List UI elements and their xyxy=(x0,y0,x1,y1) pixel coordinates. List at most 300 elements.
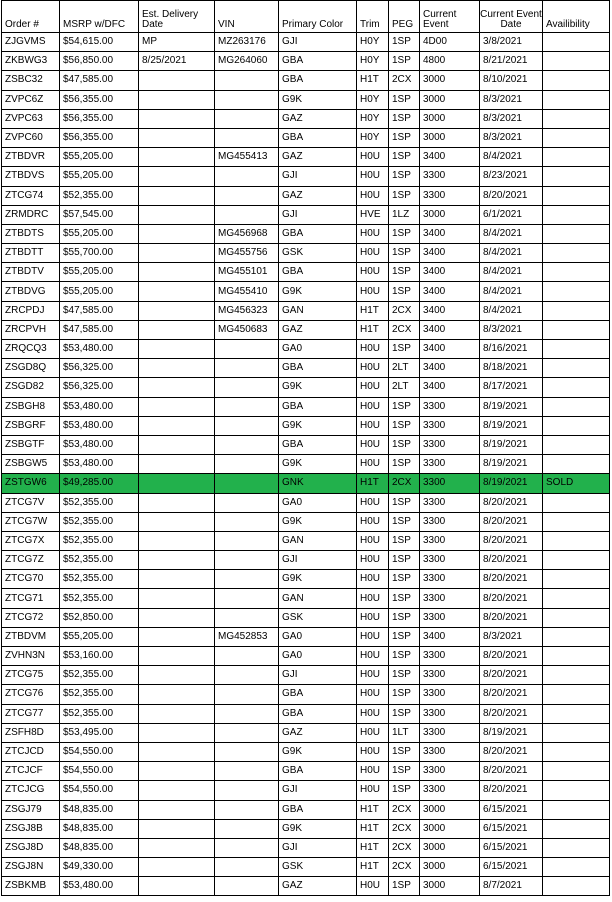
trim-cell: H0U xyxy=(357,378,389,397)
primary-color-cell: GAZ xyxy=(279,186,357,205)
msrp-cell: $52,355.00 xyxy=(60,685,139,704)
est-delivery-date-cell xyxy=(139,378,215,397)
table-row xyxy=(2,704,610,723)
msrp-cell: $52,355.00 xyxy=(60,186,139,205)
current-event-date-cell: 8/19/2021 xyxy=(480,435,543,454)
msrp-cell: $56,355.00 xyxy=(60,109,139,128)
table-row xyxy=(2,570,610,589)
availability-cell xyxy=(543,819,610,838)
current-event-date-cell: 8/4/2021 xyxy=(480,244,543,263)
est-delivery-date-cell xyxy=(139,493,215,512)
est-delivery-date-cell xyxy=(139,301,215,320)
est-delivery-date-cell xyxy=(139,800,215,819)
availability-cell xyxy=(543,512,610,531)
header-primary-color: Primary Color xyxy=(279,1,357,33)
availability-cell xyxy=(543,378,610,397)
vin-cell xyxy=(215,512,279,531)
current-event-cell: 3300 xyxy=(420,762,480,781)
trim-cell: H0U xyxy=(357,531,389,550)
availability-cell xyxy=(543,52,610,71)
vin-cell xyxy=(215,723,279,742)
availability-cell xyxy=(543,167,610,186)
est-delivery-date-cell xyxy=(139,742,215,761)
msrp-cell: $53,480.00 xyxy=(60,416,139,435)
est-delivery-date-cell xyxy=(139,455,215,474)
trim-cell: H0U xyxy=(357,877,389,896)
peg-cell: 1SP xyxy=(389,167,420,186)
peg-cell: 1SP xyxy=(389,551,420,570)
order-number-cell: ZTCG74 xyxy=(2,186,60,205)
order-number-cell: ZTCG77 xyxy=(2,704,60,723)
availability-cell xyxy=(543,589,610,608)
peg-cell: 1SP xyxy=(389,224,420,243)
trim-cell: H0U xyxy=(357,263,389,282)
current-event-cell: 3300 xyxy=(420,570,480,589)
est-delivery-date-cell xyxy=(139,263,215,282)
peg-cell: 2CX xyxy=(389,838,420,857)
msrp-cell: $52,355.00 xyxy=(60,704,139,723)
est-delivery-date-cell xyxy=(139,589,215,608)
vin-cell xyxy=(215,397,279,416)
peg-cell: 1SP xyxy=(389,33,420,52)
msrp-cell: $47,585.00 xyxy=(60,71,139,90)
primary-color-cell: GJI xyxy=(279,167,357,186)
vin-cell xyxy=(215,340,279,359)
est-delivery-date-cell xyxy=(139,128,215,147)
current-event-cell: 3400 xyxy=(420,224,480,243)
table-row xyxy=(2,608,610,627)
peg-cell: 1SP xyxy=(389,340,420,359)
order-number-cell: ZSBGH8 xyxy=(2,397,60,416)
order-number-cell: ZJGVMS xyxy=(2,33,60,52)
msrp-cell: $54,550.00 xyxy=(60,781,139,800)
current-event-date-cell: 8/20/2021 xyxy=(480,493,543,512)
current-event-cell: 3300 xyxy=(420,531,480,550)
order-number-cell: ZSGD82 xyxy=(2,378,60,397)
table-row xyxy=(2,340,610,359)
est-delivery-date-cell xyxy=(139,704,215,723)
vin-cell: MG264060 xyxy=(215,52,279,71)
vin-cell xyxy=(215,819,279,838)
current-event-date-cell: 8/16/2021 xyxy=(480,340,543,359)
availability-cell xyxy=(543,186,610,205)
peg-cell: 1SP xyxy=(389,263,420,282)
current-event-cell: 3400 xyxy=(420,378,480,397)
vin-cell xyxy=(215,551,279,570)
order-number-cell: ZSBGRF xyxy=(2,416,60,435)
order-number-cell: ZTCG7W xyxy=(2,512,60,531)
est-delivery-date-cell xyxy=(139,531,215,550)
availability-cell xyxy=(543,838,610,857)
est-delivery-date-cell xyxy=(139,666,215,685)
primary-color-cell: GAZ xyxy=(279,723,357,742)
table-row xyxy=(2,320,610,339)
order-number-cell: ZTCG7X xyxy=(2,531,60,550)
table-row xyxy=(2,301,610,320)
peg-cell: 1SP xyxy=(389,244,420,263)
est-delivery-date-cell xyxy=(139,647,215,666)
primary-color-cell: GJI xyxy=(279,781,357,800)
current-event-date-cell: 3/8/2021 xyxy=(480,33,543,52)
peg-cell: 1SP xyxy=(389,128,420,147)
table-row xyxy=(2,128,610,147)
est-delivery-date-cell xyxy=(139,71,215,90)
peg-cell: 1SP xyxy=(389,512,420,531)
primary-color-cell: GBA xyxy=(279,128,357,147)
order-number-cell: ZTCJCF xyxy=(2,762,60,781)
peg-cell: 1SP xyxy=(389,685,420,704)
msrp-cell: $49,285.00 xyxy=(60,474,139,493)
table-row xyxy=(2,359,610,378)
order-number-cell: ZTCG7Z xyxy=(2,551,60,570)
current-event-cell: 3000 xyxy=(420,838,480,857)
primary-color-cell: GAN xyxy=(279,301,357,320)
primary-color-cell: G9K xyxy=(279,416,357,435)
availability-cell xyxy=(543,723,610,742)
availability-cell xyxy=(543,282,610,301)
vin-cell: MG452853 xyxy=(215,627,279,646)
order-number-cell: ZSGJ8D xyxy=(2,838,60,857)
current-event-date-cell: 8/20/2021 xyxy=(480,762,543,781)
current-event-cell: 3400 xyxy=(420,148,480,167)
order-number-cell: ZTCJCG xyxy=(2,781,60,800)
msrp-cell: $56,850.00 xyxy=(60,52,139,71)
order-number-cell: ZTBDVM xyxy=(2,627,60,646)
primary-color-cell: GAZ xyxy=(279,148,357,167)
current-event-date-cell: 8/20/2021 xyxy=(480,608,543,627)
est-delivery-date-cell xyxy=(139,397,215,416)
table-row xyxy=(2,71,610,90)
current-event-cell: 3400 xyxy=(420,301,480,320)
vin-cell xyxy=(215,205,279,224)
table-row xyxy=(2,167,610,186)
current-event-cell: 3300 xyxy=(420,781,480,800)
est-delivery-date-cell xyxy=(139,877,215,896)
vin-cell xyxy=(215,493,279,512)
peg-cell: 2LT xyxy=(389,359,420,378)
table-row xyxy=(2,378,610,397)
est-delivery-date-cell xyxy=(139,282,215,301)
order-number-cell: ZVPC60 xyxy=(2,128,60,147)
current-event-date-cell: 8/3/2021 xyxy=(480,320,543,339)
primary-color-cell: GJI xyxy=(279,205,357,224)
current-event-date-cell: 8/17/2021 xyxy=(480,378,543,397)
trim-cell: H0U xyxy=(357,359,389,378)
current-event-date-cell: 8/3/2021 xyxy=(480,128,543,147)
vin-cell: MG456323 xyxy=(215,301,279,320)
trim-cell: H0U xyxy=(357,282,389,301)
msrp-cell: $55,205.00 xyxy=(60,627,139,646)
msrp-cell: $55,205.00 xyxy=(60,263,139,282)
header-peg: PEG xyxy=(389,1,420,33)
table-row xyxy=(2,148,610,167)
current-event-cell: 3000 xyxy=(420,819,480,838)
order-number-cell: ZSBGTF xyxy=(2,435,60,454)
current-event-date-cell: 8/19/2021 xyxy=(480,416,543,435)
msrp-cell: $55,205.00 xyxy=(60,224,139,243)
vin-cell xyxy=(215,416,279,435)
current-event-date-cell: 8/19/2021 xyxy=(480,474,543,493)
current-event-date-cell: 6/15/2021 xyxy=(480,819,543,838)
peg-cell: 2CX xyxy=(389,474,420,493)
peg-cell: 1SP xyxy=(389,90,420,109)
table-row xyxy=(2,282,610,301)
peg-cell: 2LT xyxy=(389,378,420,397)
order-number-cell: ZSGJ79 xyxy=(2,800,60,819)
table-row xyxy=(2,858,610,877)
peg-cell: 1SP xyxy=(389,416,420,435)
order-number-cell: ZSBKMB xyxy=(2,877,60,896)
vin-cell xyxy=(215,762,279,781)
peg-cell: 1SP xyxy=(389,397,420,416)
availability-cell xyxy=(543,301,610,320)
primary-color-cell: GSK xyxy=(279,858,357,877)
msrp-cell: $56,325.00 xyxy=(60,378,139,397)
availability-cell xyxy=(543,570,610,589)
trim-cell: H0U xyxy=(357,627,389,646)
primary-color-cell: GJI xyxy=(279,666,357,685)
primary-color-cell: GAZ xyxy=(279,320,357,339)
msrp-cell: $49,330.00 xyxy=(60,858,139,877)
current-event-date-cell: 8/20/2021 xyxy=(480,781,543,800)
primary-color-cell: G9K xyxy=(279,455,357,474)
primary-color-cell: GA0 xyxy=(279,493,357,512)
primary-color-cell: GBA xyxy=(279,359,357,378)
peg-cell: 1SP xyxy=(389,704,420,723)
trim-cell: H1T xyxy=(357,301,389,320)
header-order: Order # xyxy=(2,1,60,33)
primary-color-cell: GJI xyxy=(279,33,357,52)
order-number-cell: ZTCG76 xyxy=(2,685,60,704)
trim-cell: H0U xyxy=(357,551,389,570)
current-event-date-cell: 8/20/2021 xyxy=(480,666,543,685)
est-delivery-date-cell xyxy=(139,205,215,224)
est-delivery-date-cell: 8/25/2021 xyxy=(139,52,215,71)
primary-color-cell: GBA xyxy=(279,224,357,243)
trim-cell: H1T xyxy=(357,800,389,819)
header-msrp: MSRP w/DFC xyxy=(60,1,139,33)
trim-cell: H0U xyxy=(357,493,389,512)
availability-cell xyxy=(543,128,610,147)
order-number-cell: ZSFH8D xyxy=(2,723,60,742)
trim-cell: H0U xyxy=(357,608,389,627)
current-event-date-cell: 8/3/2021 xyxy=(480,627,543,646)
current-event-date-cell: 8/20/2021 xyxy=(480,531,543,550)
current-event-cell: 3300 xyxy=(420,704,480,723)
header-vin: VIN xyxy=(215,1,279,33)
trim-cell: H0U xyxy=(357,723,389,742)
inventory-table xyxy=(1,0,610,896)
current-event-cell: 3300 xyxy=(420,455,480,474)
msrp-cell: $54,615.00 xyxy=(60,33,139,52)
primary-color-cell: GSK xyxy=(279,608,357,627)
msrp-cell: $52,355.00 xyxy=(60,493,139,512)
msrp-cell: $53,480.00 xyxy=(60,340,139,359)
est-delivery-date-cell xyxy=(139,781,215,800)
header-current-event: Current Event xyxy=(420,1,480,33)
trim-cell: H0U xyxy=(357,647,389,666)
order-number-cell: ZTBDTV xyxy=(2,263,60,282)
availability-cell xyxy=(543,148,610,167)
current-event-cell: 3300 xyxy=(420,186,480,205)
peg-cell: 1SP xyxy=(389,52,420,71)
peg-cell: 1SP xyxy=(389,531,420,550)
msrp-cell: $52,355.00 xyxy=(60,589,139,608)
est-delivery-date-cell xyxy=(139,109,215,128)
table-row xyxy=(2,819,610,838)
availability-cell: SOLD xyxy=(543,474,610,493)
est-delivery-date-cell xyxy=(139,416,215,435)
table-row xyxy=(2,244,610,263)
availability-cell xyxy=(543,71,610,90)
availability-cell xyxy=(543,685,610,704)
primary-color-cell: GAN xyxy=(279,531,357,550)
current-event-date-cell: 8/20/2021 xyxy=(480,742,543,761)
vin-cell xyxy=(215,435,279,454)
availability-cell xyxy=(543,263,610,282)
trim-cell: H0U xyxy=(357,742,389,761)
order-number-cell: ZSBGW5 xyxy=(2,455,60,474)
table-row xyxy=(2,589,610,608)
trim-cell: H0Y xyxy=(357,33,389,52)
vin-cell xyxy=(215,800,279,819)
trim-cell: H0U xyxy=(357,244,389,263)
header-trim: Trim xyxy=(357,1,389,33)
availability-cell xyxy=(543,109,610,128)
trim-cell: H0U xyxy=(357,666,389,685)
vin-cell xyxy=(215,378,279,397)
msrp-cell: $53,160.00 xyxy=(60,647,139,666)
vin-cell: MG455756 xyxy=(215,244,279,263)
header-availability: Availibility xyxy=(543,1,610,33)
msrp-cell: $52,355.00 xyxy=(60,666,139,685)
table-row xyxy=(2,762,610,781)
availability-cell xyxy=(543,224,610,243)
primary-color-cell: G9K xyxy=(279,742,357,761)
table-row xyxy=(2,474,610,493)
msrp-cell: $55,205.00 xyxy=(60,167,139,186)
current-event-cell: 3300 xyxy=(420,608,480,627)
table-row xyxy=(2,531,610,550)
msrp-cell: $52,355.00 xyxy=(60,531,139,550)
peg-cell: 1SP xyxy=(389,148,420,167)
primary-color-cell: GBA xyxy=(279,263,357,282)
order-number-cell: ZTCG71 xyxy=(2,589,60,608)
header-current-event-date: Current Event Date xyxy=(480,1,543,33)
vin-cell xyxy=(215,858,279,877)
peg-cell: 1SP xyxy=(389,493,420,512)
current-event-date-cell: 8/10/2021 xyxy=(480,71,543,90)
primary-color-cell: G9K xyxy=(279,570,357,589)
availability-cell xyxy=(543,416,610,435)
trim-cell: H1T xyxy=(357,474,389,493)
est-delivery-date-cell xyxy=(139,512,215,531)
vin-cell xyxy=(215,877,279,896)
peg-cell: 1SP xyxy=(389,742,420,761)
primary-color-cell: G9K xyxy=(279,282,357,301)
primary-color-cell: GBA xyxy=(279,704,357,723)
current-event-date-cell: 8/19/2021 xyxy=(480,723,543,742)
trim-cell: H0U xyxy=(357,685,389,704)
msrp-cell: $54,550.00 xyxy=(60,762,139,781)
availability-cell xyxy=(543,762,610,781)
current-event-cell: 3300 xyxy=(420,723,480,742)
availability-cell xyxy=(543,205,610,224)
est-delivery-date-cell xyxy=(139,838,215,857)
primary-color-cell: GA0 xyxy=(279,627,357,646)
primary-color-cell: GBA xyxy=(279,762,357,781)
order-number-cell: ZTCG7V xyxy=(2,493,60,512)
primary-color-cell: GBA xyxy=(279,71,357,90)
order-number-cell: ZSGJ8B xyxy=(2,819,60,838)
est-delivery-date-cell xyxy=(139,685,215,704)
current-event-date-cell: 8/7/2021 xyxy=(480,877,543,896)
availability-cell xyxy=(543,627,610,646)
current-event-date-cell: 8/20/2021 xyxy=(480,551,543,570)
primary-color-cell: GJI xyxy=(279,551,357,570)
msrp-cell: $48,835.00 xyxy=(60,819,139,838)
vin-cell xyxy=(215,71,279,90)
est-delivery-date-cell: MP xyxy=(139,33,215,52)
current-event-date-cell: 8/20/2021 xyxy=(480,647,543,666)
availability-cell xyxy=(543,781,610,800)
peg-cell: 1SP xyxy=(389,570,420,589)
peg-cell: 1SP xyxy=(389,762,420,781)
peg-cell: 1SP xyxy=(389,627,420,646)
availability-cell xyxy=(543,666,610,685)
table-row xyxy=(2,455,610,474)
current-event-cell: 3300 xyxy=(420,397,480,416)
vin-cell xyxy=(215,781,279,800)
trim-cell: H0U xyxy=(357,455,389,474)
est-delivery-date-cell xyxy=(139,627,215,646)
primary-color-cell: GAZ xyxy=(279,109,357,128)
table-row xyxy=(2,877,610,896)
availability-cell xyxy=(543,742,610,761)
order-number-cell: ZRQCQ3 xyxy=(2,340,60,359)
vin-cell xyxy=(215,570,279,589)
est-delivery-date-cell xyxy=(139,608,215,627)
order-number-cell: ZTBDTS xyxy=(2,224,60,243)
order-number-cell: ZTBDVG xyxy=(2,282,60,301)
order-number-cell: ZSTGW6 xyxy=(2,474,60,493)
availability-cell xyxy=(543,493,610,512)
table-row xyxy=(2,685,610,704)
current-event-cell: 3000 xyxy=(420,71,480,90)
msrp-cell: $47,585.00 xyxy=(60,320,139,339)
current-event-cell: 3400 xyxy=(420,340,480,359)
primary-color-cell: GAZ xyxy=(279,877,357,896)
current-event-cell: 3000 xyxy=(420,205,480,224)
table-row xyxy=(2,435,610,454)
table-row xyxy=(2,838,610,857)
current-event-date-cell: 8/4/2021 xyxy=(480,148,543,167)
est-delivery-date-cell xyxy=(139,148,215,167)
order-number-cell: ZVHN3N xyxy=(2,647,60,666)
vin-cell xyxy=(215,838,279,857)
current-event-cell: 4D00 xyxy=(420,33,480,52)
trim-cell: H0U xyxy=(357,781,389,800)
trim-cell: H1T xyxy=(357,858,389,877)
current-event-cell: 3300 xyxy=(420,474,480,493)
availability-cell xyxy=(543,608,610,627)
msrp-cell: $52,355.00 xyxy=(60,551,139,570)
availability-cell xyxy=(543,531,610,550)
est-delivery-date-cell xyxy=(139,551,215,570)
current-event-cell: 3000 xyxy=(420,800,480,819)
primary-color-cell: G9K xyxy=(279,378,357,397)
trim-cell: H0U xyxy=(357,435,389,454)
